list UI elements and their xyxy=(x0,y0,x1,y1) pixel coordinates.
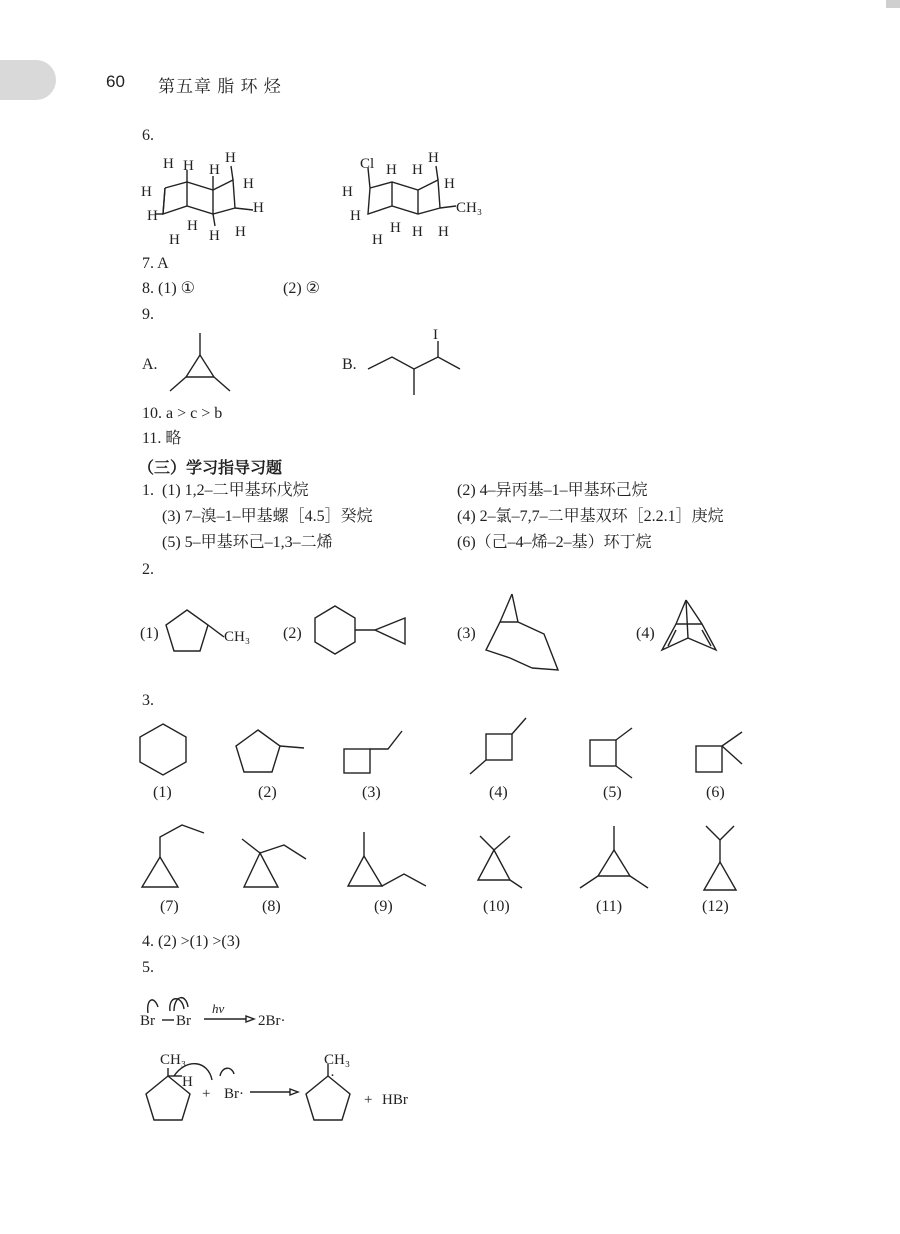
ex4-answer: 4. (2) >(1) >(3) xyxy=(142,933,241,950)
q6-h-atom: H xyxy=(243,176,254,192)
ex1-name-4: (4) 2–氯–7,7–二甲基双环［2.2.1］庚烷 xyxy=(457,508,724,525)
q6-h-atom: H xyxy=(169,232,180,248)
q6-h-atom: H xyxy=(428,150,439,166)
ex2-ch3-group: CH₃ xyxy=(224,629,251,645)
q11-answer: 11. 略 xyxy=(142,430,182,447)
q6-h-atom: H xyxy=(209,228,220,244)
q9b-label: B. xyxy=(342,356,357,373)
q9a-label: A. xyxy=(142,356,158,373)
section-title: （三）学习指导习题 xyxy=(138,458,283,477)
ex3-structure-7 xyxy=(138,815,213,893)
ex3-label-2: (2) xyxy=(258,784,277,801)
ex1-label: 1. xyxy=(142,482,154,499)
q7-answer: 7. A xyxy=(142,255,169,272)
q6-decalin-structure xyxy=(135,148,275,248)
ex2-label-1: (1) xyxy=(140,625,159,642)
ex3-structure-6 xyxy=(694,718,754,778)
q6-h-atom: H xyxy=(163,156,174,172)
ex5-ch3-group: CH₃ xyxy=(160,1052,187,1068)
ex5-product-ch3: CH₃ xyxy=(324,1052,351,1068)
q6-h-atom: H xyxy=(444,176,455,192)
ex3-label-7: (7) xyxy=(160,898,179,915)
chapter-title: 第五章 脂 环 烃 xyxy=(158,77,282,96)
q6-h-atom: H xyxy=(209,162,220,178)
ex3-label-3: (3) xyxy=(362,784,381,801)
q9b-iodine-atom: I xyxy=(433,327,438,343)
q6-h-atom: H xyxy=(141,184,152,200)
ex5-h-atom: H xyxy=(182,1074,193,1090)
q6-h-atom: H xyxy=(350,208,361,224)
ex3-structure-11 xyxy=(576,822,656,892)
q6-h-atom: H xyxy=(386,162,397,178)
ex2-label: 2. xyxy=(142,561,154,578)
ex3-structure-3 xyxy=(342,725,412,780)
ex5-label: 5. xyxy=(142,959,154,976)
ex3-structure-9 xyxy=(342,828,432,893)
ex5-initiation-step xyxy=(138,985,318,1035)
ex1-name-3: (3) 7–溴–1–甲基螺［4.5］癸烷 xyxy=(162,508,373,525)
ex3-structure-8 xyxy=(240,835,310,893)
q9a-trimethylcyclopropane xyxy=(160,325,250,405)
q6-ch3-group: CH₃ xyxy=(456,200,483,216)
ex1-name-5: (5) 5–甲基环己–1,3–二烯 xyxy=(162,534,333,551)
ex5-hbr: HBr xyxy=(382,1092,408,1108)
ex1-name-1: (1) 1,2–二甲基环戊烷 xyxy=(162,482,309,499)
ex2-label-2: (2) xyxy=(283,625,302,642)
ex3-label-8: (8) xyxy=(262,898,281,915)
q6-h-atom: H xyxy=(412,224,423,240)
q9b-iodoalkane xyxy=(360,325,470,400)
ex2-label-3: (3) xyxy=(457,625,476,642)
header-tab xyxy=(0,60,56,100)
ex2-label-4: (4) xyxy=(636,625,655,642)
q6-h-atom: H xyxy=(183,158,194,174)
ex3-label-1: (1) xyxy=(153,784,172,801)
q6-h-atom: H xyxy=(372,232,383,248)
ex3-label-11: (11) xyxy=(596,898,623,915)
q6-h-atom: H xyxy=(438,224,449,240)
ex5-plus: + xyxy=(202,1086,211,1102)
ex5-br-atom: Br xyxy=(176,1013,191,1029)
ex5-propagation-step xyxy=(138,1046,438,1131)
ex2-norbornadiene xyxy=(658,596,733,656)
q10-answer: 10. a > c > b xyxy=(142,405,223,422)
q6-h-atom: H xyxy=(187,218,198,234)
corner-mark xyxy=(886,0,900,8)
q6-cl-atom: Cl xyxy=(360,156,375,172)
q6-h-atom: H xyxy=(147,208,158,224)
ex3-label-12: (12) xyxy=(702,898,729,915)
ex1-name-6: (6)（己–4–烯–2–基）环丁烷 xyxy=(457,534,652,551)
page-number: 60 xyxy=(106,72,125,91)
ex2-bicyclooctane xyxy=(480,592,565,677)
ex5-hv-label: hv xyxy=(212,1001,225,1016)
q6-h-atom: H xyxy=(253,200,264,216)
q8-answer-2: (2) ② xyxy=(283,280,320,297)
ex3-structure-12 xyxy=(696,818,751,893)
q6-h-atom: H xyxy=(225,150,236,166)
q9-label: 9. xyxy=(142,306,154,323)
q6-label: 6. xyxy=(142,127,154,144)
ex3-structure-10 xyxy=(470,832,535,892)
q6-h-atom: H xyxy=(390,220,401,236)
ex3-label-9: (9) xyxy=(374,898,393,915)
q6-h-atom: H xyxy=(412,162,423,178)
q6-h-atom: H xyxy=(342,184,353,200)
ex3-label-10: (10) xyxy=(483,898,510,915)
q6-h-atom: H xyxy=(235,224,246,240)
q8-answer-1: 8. (1) ① xyxy=(142,280,195,297)
ex3-label-4: (4) xyxy=(489,784,508,801)
ex5-br-radical: Br· xyxy=(224,1086,244,1102)
ex5-radical-dot: · xyxy=(330,1068,335,1084)
ex5-br-atom: Br xyxy=(140,1013,155,1029)
ex2-methylcyclopentane xyxy=(160,605,260,665)
ex3-label: 3. xyxy=(142,692,154,709)
ex1-name-2: (2) 4–异丙基–1–甲基环己烷 xyxy=(457,482,648,499)
ex5-product-2br: 2Br· xyxy=(258,1013,286,1029)
ex3-structure-1 xyxy=(138,722,198,782)
ex3-label-6: (6) xyxy=(706,784,725,801)
ex3-structure-5 xyxy=(588,724,648,784)
ex5-plus: + xyxy=(364,1092,373,1108)
ex3-label-5: (5) xyxy=(603,784,622,801)
q6-substituted-decalin-structure xyxy=(340,148,500,248)
ex2-cyclopropylcyclohexane xyxy=(305,600,415,665)
ex3-structure-2 xyxy=(234,728,314,778)
ex3-structure-4 xyxy=(468,716,538,778)
